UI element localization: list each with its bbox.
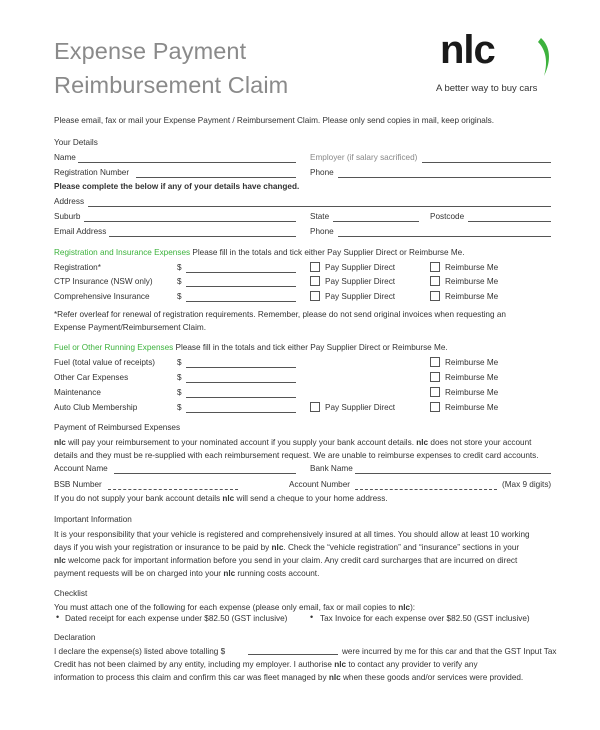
pay-supplier-label: Pay Supplier Direct bbox=[325, 403, 396, 412]
registration-pay-supplier-checkbox[interactable] bbox=[310, 262, 320, 272]
declaration-text: to contact any provider to verify any bbox=[346, 660, 478, 669]
nlc-brand: nlc bbox=[271, 543, 284, 552]
important-text: . Check the “vehicle registration” and “insurance” sections in your bbox=[283, 543, 520, 552]
comprehensive-amount-field[interactable] bbox=[186, 301, 296, 302]
reimburse-label: Reimburse Me bbox=[445, 403, 499, 412]
registration-note-line2: Expense Payment/Reimbursement Claim. bbox=[54, 323, 206, 332]
changed-details-note: Please complete the below if any of your details have changed. bbox=[54, 182, 300, 191]
bank-name-label: Bank Name bbox=[310, 464, 353, 473]
address-field[interactable] bbox=[88, 206, 551, 207]
declaration-heading: Declaration bbox=[54, 633, 96, 642]
reimburse-label: Reimburse Me bbox=[445, 373, 499, 382]
nlc-logo bbox=[440, 28, 555, 80]
payment-paragraph-line2: details and they must be re-supplied with each reimbursement request. We are unable to reimburse expenses to credit card accounts. bbox=[54, 451, 539, 460]
pay-supplier-label: Pay Supplier Direct bbox=[325, 263, 396, 272]
important-text: payment requests will be on charged into your bbox=[54, 569, 224, 578]
auto-club-reimburse-checkbox[interactable] bbox=[430, 402, 440, 412]
account-name-label: Account Name bbox=[54, 464, 108, 473]
no-bank-note bbox=[54, 494, 388, 503]
auto-club-row-label: Auto Club Membership bbox=[54, 403, 138, 412]
reimburse-label: Reimburse Me bbox=[445, 277, 499, 286]
payment-paragraph-line1 bbox=[54, 436, 531, 449]
phone-label: Phone bbox=[310, 168, 334, 177]
name-label: Name bbox=[54, 153, 76, 162]
declaration-line3 bbox=[54, 671, 523, 684]
account-number-field[interactable] bbox=[355, 489, 497, 490]
declaration-text: Credit has not been claimed by any entity, including my employer. I authorise bbox=[54, 660, 335, 669]
declaration-text: when these goods and/or services were provided. bbox=[340, 673, 524, 682]
nlc-brand: nlc bbox=[398, 603, 411, 612]
reimburse-label: Reimburse Me bbox=[445, 358, 499, 367]
checklist-line1 bbox=[54, 601, 415, 614]
phone2-label: Phone bbox=[310, 227, 334, 236]
ctp-pay-supplier-checkbox[interactable] bbox=[310, 276, 320, 286]
nlc-brand: nlc bbox=[328, 673, 341, 682]
fuel-heading bbox=[54, 343, 448, 352]
declaration-line1b: were incurred by me for this car and that the GST Input Tax bbox=[342, 647, 557, 656]
phone-field[interactable] bbox=[338, 177, 551, 178]
checklist-item1: Dated receipt for each expense under $82.50 (GST inclusive) bbox=[65, 614, 288, 623]
account-name-field[interactable] bbox=[114, 473, 296, 474]
pay-supplier-label: Pay Supplier Direct bbox=[325, 277, 396, 286]
intro-text: Please email, fax or mail your Expense Payment / Reimbursement Claim. Please only send copies in mail, keep originals. bbox=[54, 116, 495, 125]
registration-note-line1: *Refer overleaf for renewal of registration requirements. Remember, please do not send original invoices when requesting an bbox=[54, 310, 506, 319]
postcode-label: Postcode bbox=[430, 212, 465, 221]
checklist-item2: Tax Invoice for each expense over $82.50 (GST inclusive) bbox=[320, 614, 530, 623]
account-number-label: Account Number bbox=[289, 480, 350, 489]
phone2-field[interactable] bbox=[338, 236, 551, 237]
email-field[interactable] bbox=[109, 236, 296, 237]
email-label: Email Address bbox=[54, 227, 107, 236]
checklist-text: ): bbox=[410, 603, 416, 612]
nlc-brand: nlc bbox=[334, 660, 347, 669]
auto-club-amount-field[interactable] bbox=[186, 412, 296, 413]
currency-symbol: $ bbox=[177, 263, 182, 272]
maintenance-amount-field[interactable] bbox=[186, 397, 296, 398]
suburb-field[interactable] bbox=[84, 221, 296, 222]
nlc-brand: nlc bbox=[223, 569, 236, 578]
checklist-heading: Checklist bbox=[54, 589, 88, 598]
registration-number-field[interactable] bbox=[136, 177, 296, 178]
ctp-amount-field[interactable] bbox=[186, 286, 296, 287]
employer-field[interactable] bbox=[422, 162, 551, 163]
important-text: days if you wish your registration or insurance to be paid by bbox=[54, 543, 272, 552]
state-label: State bbox=[310, 212, 330, 221]
registration-heading-rest: Please fill in the totals and tick either Pay Supplier Direct or Reimburse Me. bbox=[190, 248, 465, 257]
important-line4 bbox=[54, 567, 319, 580]
no-bank-text: If you do not supply your bank account details bbox=[54, 494, 223, 503]
ctp-reimburse-checkbox[interactable] bbox=[430, 276, 440, 286]
declaration-total-field[interactable] bbox=[248, 654, 338, 655]
auto-club-pay-supplier-checkbox[interactable] bbox=[310, 402, 320, 412]
other-car-reimburse-checkbox[interactable] bbox=[430, 372, 440, 382]
payment-text: does not store your account bbox=[428, 438, 532, 447]
payment-text: will pay your reimbursement to your nominated account if you supply your bank account details. bbox=[65, 438, 417, 447]
bsb-label: BSB Number bbox=[54, 480, 102, 489]
page-title-line1: Expense Payment bbox=[54, 38, 247, 64]
comprehensive-pay-supplier-checkbox[interactable] bbox=[310, 291, 320, 301]
registration-number-label: Registration Number bbox=[54, 168, 130, 177]
checklist-text: You must attach one of the following for each expense (please only email, fax or mail copies to bbox=[54, 603, 399, 612]
currency-symbol: $ bbox=[177, 358, 182, 367]
registration-heading bbox=[54, 248, 465, 257]
bsb-field[interactable] bbox=[108, 489, 238, 490]
registration-row-label: Registration* bbox=[54, 263, 101, 272]
declaration-text: information to process this claim and confirm this car was fleet managed by bbox=[54, 673, 329, 682]
reimburse-label: Reimburse Me bbox=[445, 263, 499, 272]
nlc-brand: nlc bbox=[222, 494, 235, 503]
bullet-icon: • bbox=[310, 612, 314, 622]
important-line3 bbox=[54, 554, 517, 567]
fuel-amount-field[interactable] bbox=[186, 367, 296, 368]
important-heading: Important Information bbox=[54, 515, 132, 524]
name-field[interactable] bbox=[78, 162, 296, 163]
no-bank-text: will send a cheque to your home address. bbox=[234, 494, 388, 503]
ctp-row-label: CTP Insurance (NSW only) bbox=[54, 277, 153, 286]
nlc-brand: nlc bbox=[54, 556, 66, 565]
tagline: A better way to buy cars bbox=[436, 83, 538, 94]
declaration-line2 bbox=[54, 658, 478, 671]
your-details-heading: Your Details bbox=[54, 138, 98, 147]
max-digits-note: (Max 9 digits) bbox=[502, 480, 552, 489]
nlc-brand: nlc bbox=[416, 438, 429, 447]
comprehensive-row-label: Comprehensive Insurance bbox=[54, 292, 150, 301]
fuel-heading-title: Fuel or Other Running Expenses bbox=[54, 343, 174, 352]
currency-symbol: $ bbox=[177, 292, 182, 301]
important-text: welcome pack for important information before you send in your claim. Any credit card surcharges that are incurred on direct bbox=[65, 556, 518, 565]
payment-heading: Payment of Reimbursed Expenses bbox=[54, 423, 181, 432]
address-label: Address bbox=[54, 197, 85, 206]
reimburse-label: Reimburse Me bbox=[445, 292, 499, 301]
bank-name-field[interactable] bbox=[355, 473, 551, 474]
fuel-row-label: Fuel (total value of receipts) bbox=[54, 358, 156, 367]
important-line2 bbox=[54, 541, 519, 554]
suburb-label: Suburb bbox=[54, 212, 81, 221]
logo-text: nlc bbox=[440, 28, 495, 72]
fuel-heading-rest: Please fill in the totals and tick either Pay Supplier Direct or Reimburse Me. bbox=[173, 343, 448, 352]
currency-symbol: $ bbox=[177, 277, 182, 286]
reimburse-label: Reimburse Me bbox=[445, 388, 499, 397]
currency-symbol: $ bbox=[177, 373, 182, 382]
postcode-field[interactable] bbox=[468, 221, 551, 222]
registration-amount-field[interactable] bbox=[186, 272, 296, 273]
comprehensive-reimburse-checkbox[interactable] bbox=[430, 291, 440, 301]
other-car-row-label: Other Car Expenses bbox=[54, 373, 129, 382]
currency-symbol: $ bbox=[177, 403, 182, 412]
maintenance-row-label: Maintenance bbox=[54, 388, 101, 397]
currency-symbol: $ bbox=[177, 388, 182, 397]
nlc-brand: nlc bbox=[54, 438, 66, 447]
registration-heading-title: Registration and Insurance Expenses bbox=[54, 248, 191, 257]
important-line1: It is your responsibility that your vehicle is registered and comprehensively insured at all times. You should allow at least 10 working bbox=[54, 530, 530, 539]
employer-label: Employer (if salary sacrificed) bbox=[310, 153, 418, 162]
pay-supplier-label: Pay Supplier Direct bbox=[325, 292, 396, 301]
state-field[interactable] bbox=[333, 221, 419, 222]
declaration-line1a: I declare the expense(s) listed above totalling $ bbox=[54, 647, 226, 656]
important-text: running costs account. bbox=[235, 569, 320, 578]
logo-swoosh-icon bbox=[536, 34, 556, 80]
other-car-amount-field[interactable] bbox=[186, 382, 296, 383]
bullet-icon: • bbox=[56, 612, 60, 622]
page-title-line2: Reimbursement Claim bbox=[54, 72, 289, 98]
fuel-reimburse-checkbox[interactable] bbox=[430, 357, 440, 367]
maintenance-reimburse-checkbox[interactable] bbox=[430, 387, 440, 397]
registration-reimburse-checkbox[interactable] bbox=[430, 262, 440, 272]
